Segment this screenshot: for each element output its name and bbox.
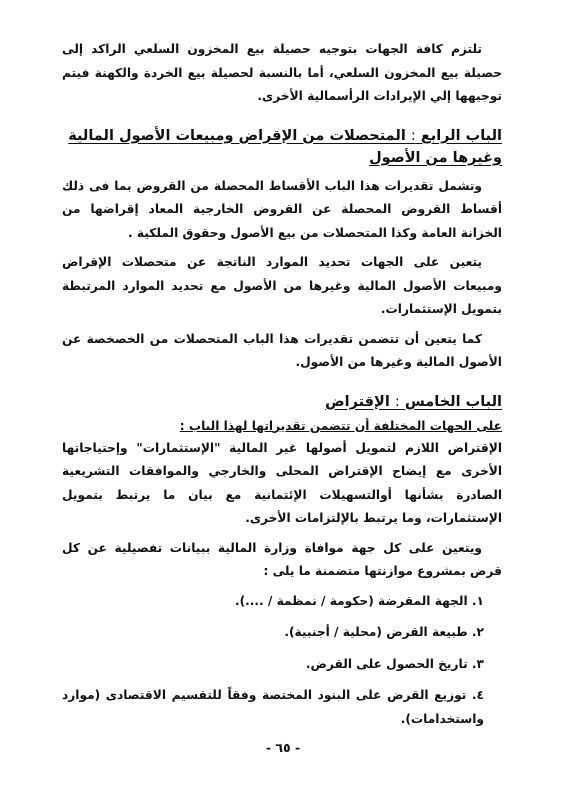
chapter5-separator: :	[394, 393, 400, 410]
chapter5-title-text: الإقتراض	[325, 393, 390, 410]
chapter5-heading	[62, 391, 502, 413]
document-page	[62, 38, 502, 800]
page-number: - ٦٥ -	[265, 740, 301, 755]
chapter4-title-text: المتحصلات من الإقراض ومبيعات الأصول المالية وغيرها من الأصول	[68, 127, 502, 166]
chapter4-paragraph-1: وتشمل تقديرات هذا الباب الأقساط المحصلة من القروض بما فى ذلك أقساط القروض المحصلة عن القروض الخارجية المعاد إقراضها من الخزانة العامة وكذا المتحصلات من بيع الأصول وحقوق الملكية .	[62, 178, 502, 240]
chapter5-paragraph-1: الإقتراض اللازم لتمويل أصولها غير المالية "الإستثمارات" وإحتياجاتها الأخرى مع إيضاح الإقتراض المحلى والخارجي والموافقات التشريعية الصادرة بشأنها أوالتسهيلات الإئتمانية مع بيان ما يرتبط بتمويل الإستثمارات، وما يرتبط بالإلتزامات الأخرى.	[62, 440, 502, 525]
list-item: ١. الجهة المقرضة (حكومة / نمظمة / ....).	[234, 593, 484, 608]
list-item: ٢. طبيعة القرض (محلية / أجنبية).	[284, 625, 484, 639]
chapter4-title-prefix: الباب الرابع	[420, 127, 502, 144]
list-item: ٣. تاريخ الحصول على القرض.	[305, 656, 484, 671]
chapter5-title-prefix: الباب الخامس	[404, 393, 502, 410]
intro-paragraph: تلتزم كافة الجهات بتوجيه حصيلة بيع المخزون السلعي الراكد إلى حصيلة بيع المخزون السلعي، أما بالنسبة لحصيلة بيع الخردة والكهنة فيتم توجيهها إلي الإيرادات الرأسمالية الأخرى.	[62, 42, 502, 103]
chapter4-paragraph-2: يتعين على الجهات تحديد الموارد الناتجة عن متحصلات الإقراض ومبيعات الأصول المالية وغيرها من الأصول مع تحديد الموارد المرتبطة بتمويل الإستثمارات.	[62, 255, 502, 316]
list-item: ٤. توزيع القرض على البنود المختصة وفقاً للتقسيم الاقتصادى (موارد واستخدامات).	[62, 688, 484, 726]
chapter4-heading	[62, 125, 502, 169]
loan-details-list	[62, 590, 502, 732]
chapter4-separator: :	[410, 127, 416, 144]
chapter5-subheading: على الجهات المختلفة أن تتضمن تقديراتها لهذا الباب :	[179, 418, 502, 433]
chapter5-paragraph-2: ويتعين على كل جهة موافاة وزارة المالية ببيانات تفصيلية عن كل قرض بمشروع موازنتها متضمنة ما يلى :	[62, 540, 502, 578]
chapter4-paragraph-3: كما يتعين أن تتضمن تقديرات هذا الباب المتحصلات من الخصخصة عن الأصول المالية وغيرها من الأصول.	[62, 331, 502, 369]
